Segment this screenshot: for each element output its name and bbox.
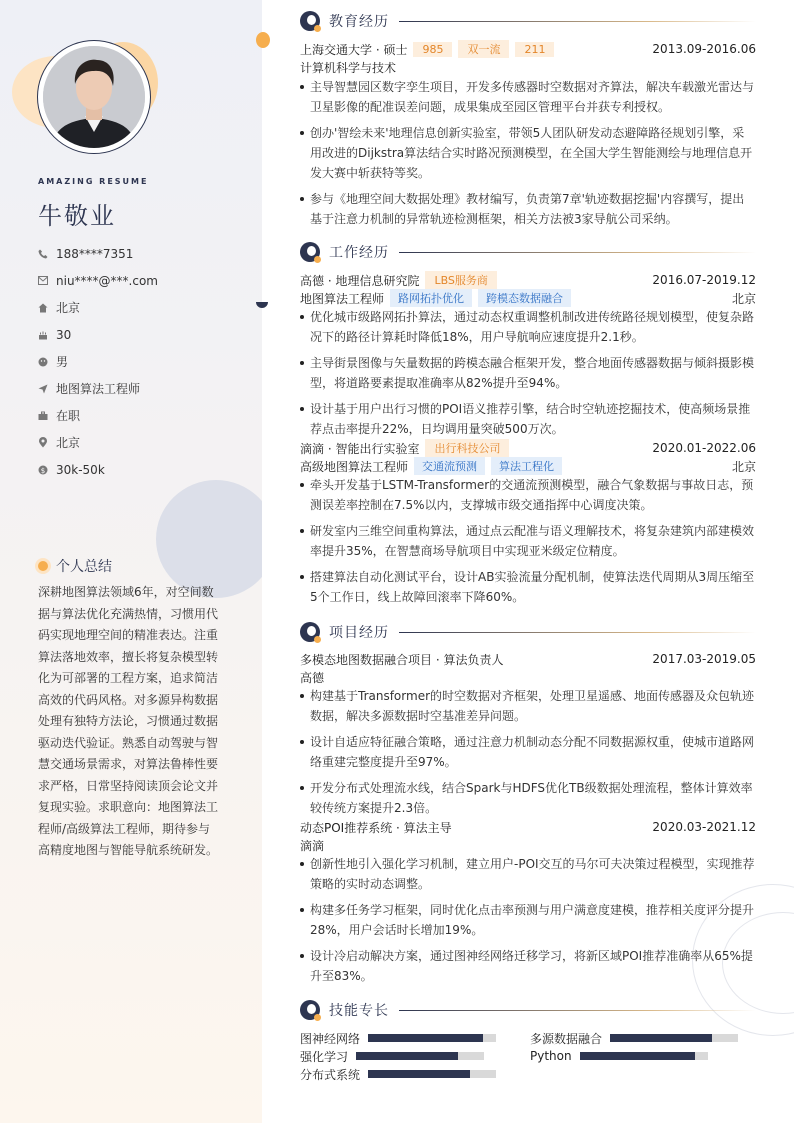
date-range: 2020.03-2021.12 [652, 820, 756, 834]
skill-bar [368, 1034, 496, 1042]
project-name: 多模态地图数据融合项目 · 算法负责人 [300, 652, 504, 667]
company-tag: 出行科技公司 [425, 439, 509, 457]
job-position-row [300, 457, 756, 475]
skill-item [300, 1029, 496, 1047]
skill-bar-fill [610, 1034, 712, 1042]
position: 地图算法工程师 [300, 291, 385, 306]
project-bullets [300, 854, 756, 992]
avatar [37, 40, 151, 154]
job-position-row [300, 289, 756, 307]
skill-item [530, 1029, 738, 1047]
school-name: 上海交通大学 · 硕士 [300, 42, 408, 57]
divider [399, 632, 756, 633]
divider [399, 21, 756, 22]
svg-text:$: $ [40, 466, 46, 475]
job-header [300, 439, 756, 457]
cake-icon [38, 330, 56, 340]
position: 高级地图算法工程师 [300, 459, 409, 474]
section-title: 教育经历 [329, 14, 389, 30]
section-projects [300, 620, 756, 644]
section-work [300, 240, 756, 264]
skill-bar-fill [368, 1070, 470, 1078]
date-range: 2017.03-2019.05 [652, 652, 756, 666]
list-item: 牵头开发基于LSTM-Transformer的交通流预测模型，融合气象数据与事故日志，预测误差率控制在7.5%以内，支撑城市级交通指挥中心调度决策。 [300, 475, 756, 515]
section-title: 项目经历 [329, 625, 389, 641]
home-icon [38, 303, 56, 313]
list-item: 创办'智绘未来'地理信息创新实验室，带领5人团队研发动态避障路径规划引擎，采用改进的Dijkstra算法结合实时路况预测模型，在全国大学生智能测绘与地理信息开发大赛中斩获特等奖。 [300, 123, 756, 183]
skill-bar [610, 1034, 738, 1042]
contact-info [38, 240, 248, 483]
list-item: 构建多任务学习框架，同时优化点击率预测与用户满意度建模，推荐相关度评分提升28%，用户会话时长增加19%。 [300, 900, 756, 940]
skill-name: Python [530, 1049, 572, 1063]
resume-tagline: AMAZING RESUME [38, 177, 149, 186]
info-city: 北京 [38, 429, 248, 456]
gender-icon [38, 357, 56, 367]
project-header [300, 818, 756, 836]
section-title: 工作经历 [329, 245, 389, 261]
skill-bar [580, 1052, 708, 1060]
date-range: 2016.07-2019.12 [652, 273, 756, 287]
major-row [300, 58, 756, 76]
job-city: 北京 [731, 459, 756, 474]
skill-name: 图神经网络 [300, 1031, 361, 1046]
skill-item [530, 1047, 708, 1065]
info-phone: 188****7351 [38, 240, 248, 267]
project-org-row [300, 836, 756, 854]
project-org: 高德 [300, 670, 325, 685]
job-bullets [300, 475, 756, 613]
skill-name: 强化学习 [300, 1049, 349, 1064]
skill-bar-fill [356, 1052, 458, 1060]
job-city: 北京 [731, 291, 756, 306]
summary-heading: 个人总结 [38, 556, 112, 576]
send-icon [38, 384, 56, 394]
list-item: 研发室内三维空间重构算法，通过点云配准与语义理解技术，将复杂建筑内部建模效率提升35%，在智慧商场导航项目中实现亚米级定位精度。 [300, 521, 756, 561]
skill-bar-fill [580, 1052, 695, 1060]
section-title: 技能专长 [329, 1003, 389, 1019]
major: 计算机科学与技术 [300, 60, 397, 75]
skill-name: 分布式系统 [300, 1067, 361, 1082]
list-item: 构建基于Transformer的时空数据对齐框架，处理卫星遥感、地面传感器及众包轨迹数据，解决多源数据时空基准差异问题。 [300, 686, 756, 726]
project-org-row [300, 668, 756, 686]
list-item: 设计冷启动解决方案，通过图神经网络迁移学习，将新区域POI推荐准确率从65%提升至83%。 [300, 946, 756, 986]
divider [399, 1010, 756, 1011]
info-position: 地图算法工程师 [38, 375, 248, 402]
education-bullets [300, 77, 756, 235]
section-icon [300, 622, 320, 642]
skill-name: 多源数据融合 [530, 1031, 603, 1046]
position-tag: 交通流预测 [414, 457, 485, 475]
list-item: 创新性地引入强化学习机制，建立用户-POI交互的马尔可夫决策过程模型，实现推荐策略的实时动态调整。 [300, 854, 756, 894]
company-tag: LBS服务商 [425, 271, 496, 289]
position-tag: 跨模态数据融合 [478, 289, 571, 307]
school-tag: 985 [413, 42, 452, 57]
section-skills [300, 998, 756, 1022]
summary-text: 深耕地图算法领域6年，对空间数据与算法优化充满热情，习惯用代码实现地理空间的精准表达。注重算法落地效率，擅长将复杂模型转化为可部署的工程方案，追求简洁高效的代码风格。对多源异构数据处理有独特方法论，习惯通过数据驱动迭代验证。熟悉自动驾驶与智慧交通场景需求，对算法鲁棒性要求严格，日常坚持阅读顶会论文并复现实验。求职意向：地图算法工程师/高级算法工程师，期待参与高精度地图与智能导航系统研发。 [38, 585, 219, 857]
list-item: 搭建算法自动化测试平台，设计AB实验流量分配机制，使算法迭代周期从3周压缩至5个工作日，线上故障回滚率下降60%。 [300, 567, 756, 607]
section-education [300, 9, 756, 33]
briefcase-icon [38, 411, 56, 421]
list-item: 主导智慧园区数字孪生项目，开发多传感器时空数据对齐算法，解决车载激光雷达与卫星影像的配准误差问题，成果集成至园区管理平台并获专利授权。 [300, 77, 756, 117]
job-bullets [300, 307, 756, 445]
location-icon [38, 437, 56, 448]
decor-blob [156, 480, 262, 598]
school-tag: 双一流 [458, 40, 509, 58]
company-name: 滴滴 · 智能出行实验室 [300, 441, 420, 456]
divider [399, 252, 756, 253]
project-org: 滴滴 [300, 838, 325, 853]
list-item: 设计自适应特征融合策略，通过注意力机制动态分配不同数据源权重，使城市道路网络重建完整度提升至97%。 [300, 732, 756, 772]
skill-bar [356, 1052, 484, 1060]
skill-bar [368, 1070, 496, 1078]
job-header [300, 271, 756, 289]
list-item: 设计基于用户出行习惯的POI语义推荐引擎，结合时空轨迹挖掘技术，使高频场景推荐点击率提升22%，日均调用量突破500万次。 [300, 399, 756, 439]
section-icon [300, 11, 320, 31]
info-location: 北京 [38, 294, 248, 321]
section-icon [300, 242, 320, 262]
list-item: 优化城市级路网拓扑算法，通过动态权重调整机制改进传统路径规划模型，使复杂路况下的路径计算耗时降低18%，用户导航响应速度提升2.1秒。 [300, 307, 756, 347]
avatar-photo [43, 46, 145, 148]
skill-item [300, 1065, 496, 1083]
company-name: 高德 · 地理信息研究院 [300, 273, 420, 288]
list-item: 参与《地理空间大数据处理》教材编写，负责第7章'轨迹数据挖掘'内容撰写，提出基于注意力机制的异常轨迹检测框架，相关方法被3家导航公司采纳。 [300, 189, 756, 229]
skill-item [300, 1047, 484, 1065]
date-range: 2020.01-2022.06 [652, 441, 756, 455]
sidebar [0, 0, 262, 1123]
bullet-dot-icon [38, 561, 48, 571]
mail-icon [38, 276, 56, 285]
list-item: 开发分布式处理流水线，结合Spark与HDFS优化TB级数据处理流程，整体计算效率较传统方案提升2.3倍。 [300, 778, 756, 818]
project-name: 动态POI推荐系统 · 算法主导 [300, 820, 452, 835]
info-age: 30 [38, 321, 248, 348]
skill-bar-fill [368, 1034, 483, 1042]
position-tag: 路网拓扑优化 [390, 289, 472, 307]
project-header [300, 650, 756, 668]
info-status: 在职 [38, 402, 248, 429]
money-icon [38, 465, 56, 475]
info-salary: $ 30k-50k [38, 456, 248, 483]
phone-icon [38, 249, 56, 259]
list-item: 主导街景图像与矢量数据的跨模态融合框架开发，整合地面传感器数据与倾斜摄影模型，将道路要素提取准确率从82%提升至94%。 [300, 353, 756, 393]
position-tag: 算法工程化 [491, 457, 562, 475]
education-header [300, 40, 756, 58]
decor-dot [256, 32, 270, 48]
candidate-name: 牛敬业 [38, 202, 116, 230]
info-gender: 男 [38, 348, 248, 375]
date-range: 2013.09-2016.06 [652, 42, 756, 56]
section-icon [300, 1000, 320, 1020]
info-email: niu****@***.com [38, 267, 248, 294]
project-bullets [300, 686, 756, 824]
school-tag: 211 [515, 42, 554, 57]
